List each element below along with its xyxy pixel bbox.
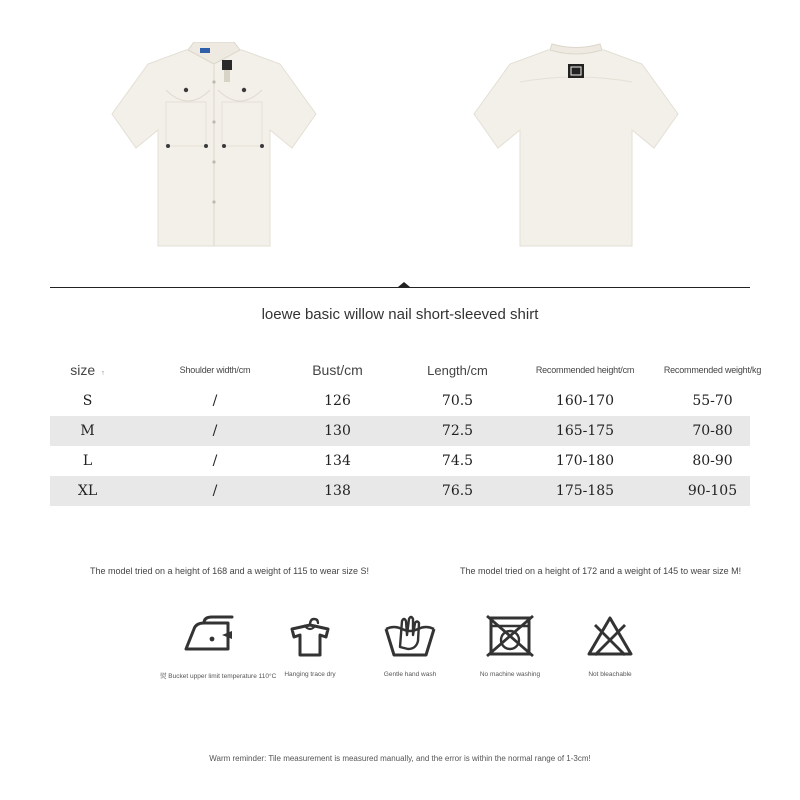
table-row [50,476,750,506]
cell-bust: 130 [324,423,351,439]
care-item-no-machine [460,615,560,678]
cell-height: 160-170 [555,393,615,409]
shirt-back-photo [470,42,682,254]
care-label: No machine washing [479,671,541,678]
no-bleach-icon [585,615,635,657]
cell-shoulder: / [212,423,218,439]
care-label: Gentle hand wash [383,671,437,678]
model-note-left: The model tried on a height of 168 and a weight of 115 to wear size S! [90,566,370,576]
care-label: Hanging trace dry [284,671,336,678]
no-machine-wash-icon [485,615,535,657]
iron-icon [182,615,238,657]
cell-size: S [82,393,93,409]
warm-reminder: Warm reminder: Tile measurement is measured manually, and the error is within the normal range of 1-3cm! [209,754,591,763]
cell-length: 76.5 [441,483,474,499]
hanging-dry-icon [288,615,332,657]
cell-length: 74.5 [441,453,474,469]
cell-shoulder: / [212,453,218,469]
cell-height: 170-180 [555,453,615,469]
cell-weight: 55-70 [692,393,733,409]
cell-height: 175-185 [555,483,615,499]
size-chart-table [50,354,762,506]
care-item-hanging [260,615,360,678]
cell-weight: 90-105 [687,483,738,499]
hand-wash-icon [382,615,438,657]
cell-weight: 70-80 [692,423,733,439]
header-size: size ↑ [70,362,105,378]
cell-weight: 80-90 [692,453,733,469]
table-row [50,446,750,476]
cell-shoulder: / [212,483,218,499]
model-note-right: The model tried on a height of 172 and a weight of 145 to wear size M! [460,566,742,576]
section-divider [50,287,750,288]
header-weight: Recommended weight/kg [663,365,762,375]
table-row [50,386,750,416]
size-header-marker: ↑ [101,369,105,377]
cell-size: XL [77,483,98,499]
cell-size: M [80,423,95,439]
shirt-front-photo [108,42,320,254]
divider-marker [398,282,410,287]
care-instructions [160,615,660,705]
cell-height: 165-175 [555,423,615,439]
header-bust: Bust/cm [312,362,363,378]
care-item-hand-wash [360,615,460,678]
cell-bust: 134 [324,453,351,469]
cell-bust: 138 [324,483,351,499]
cell-bust: 126 [324,393,351,409]
cell-size: L [82,453,93,469]
care-item-iron [160,615,277,680]
product-photos [0,0,800,285]
size-table-header [50,354,762,386]
header-height: Recommended height/cm [535,365,635,375]
table-row [50,416,750,446]
cell-shoulder: / [212,393,218,409]
care-label: Not bleachable [588,671,632,678]
cell-length: 72.5 [441,423,474,439]
product-title: loewe basic willow nail short-sleeved shirt [261,306,539,323]
header-length: Length/cm [427,362,488,378]
cell-length: 70.5 [441,393,474,409]
header-shoulder: Shoulder width/cm [179,365,251,375]
care-item-no-bleach [560,615,660,678]
care-label: 熨 Bucket upper limit temperature 110°C [160,673,277,680]
